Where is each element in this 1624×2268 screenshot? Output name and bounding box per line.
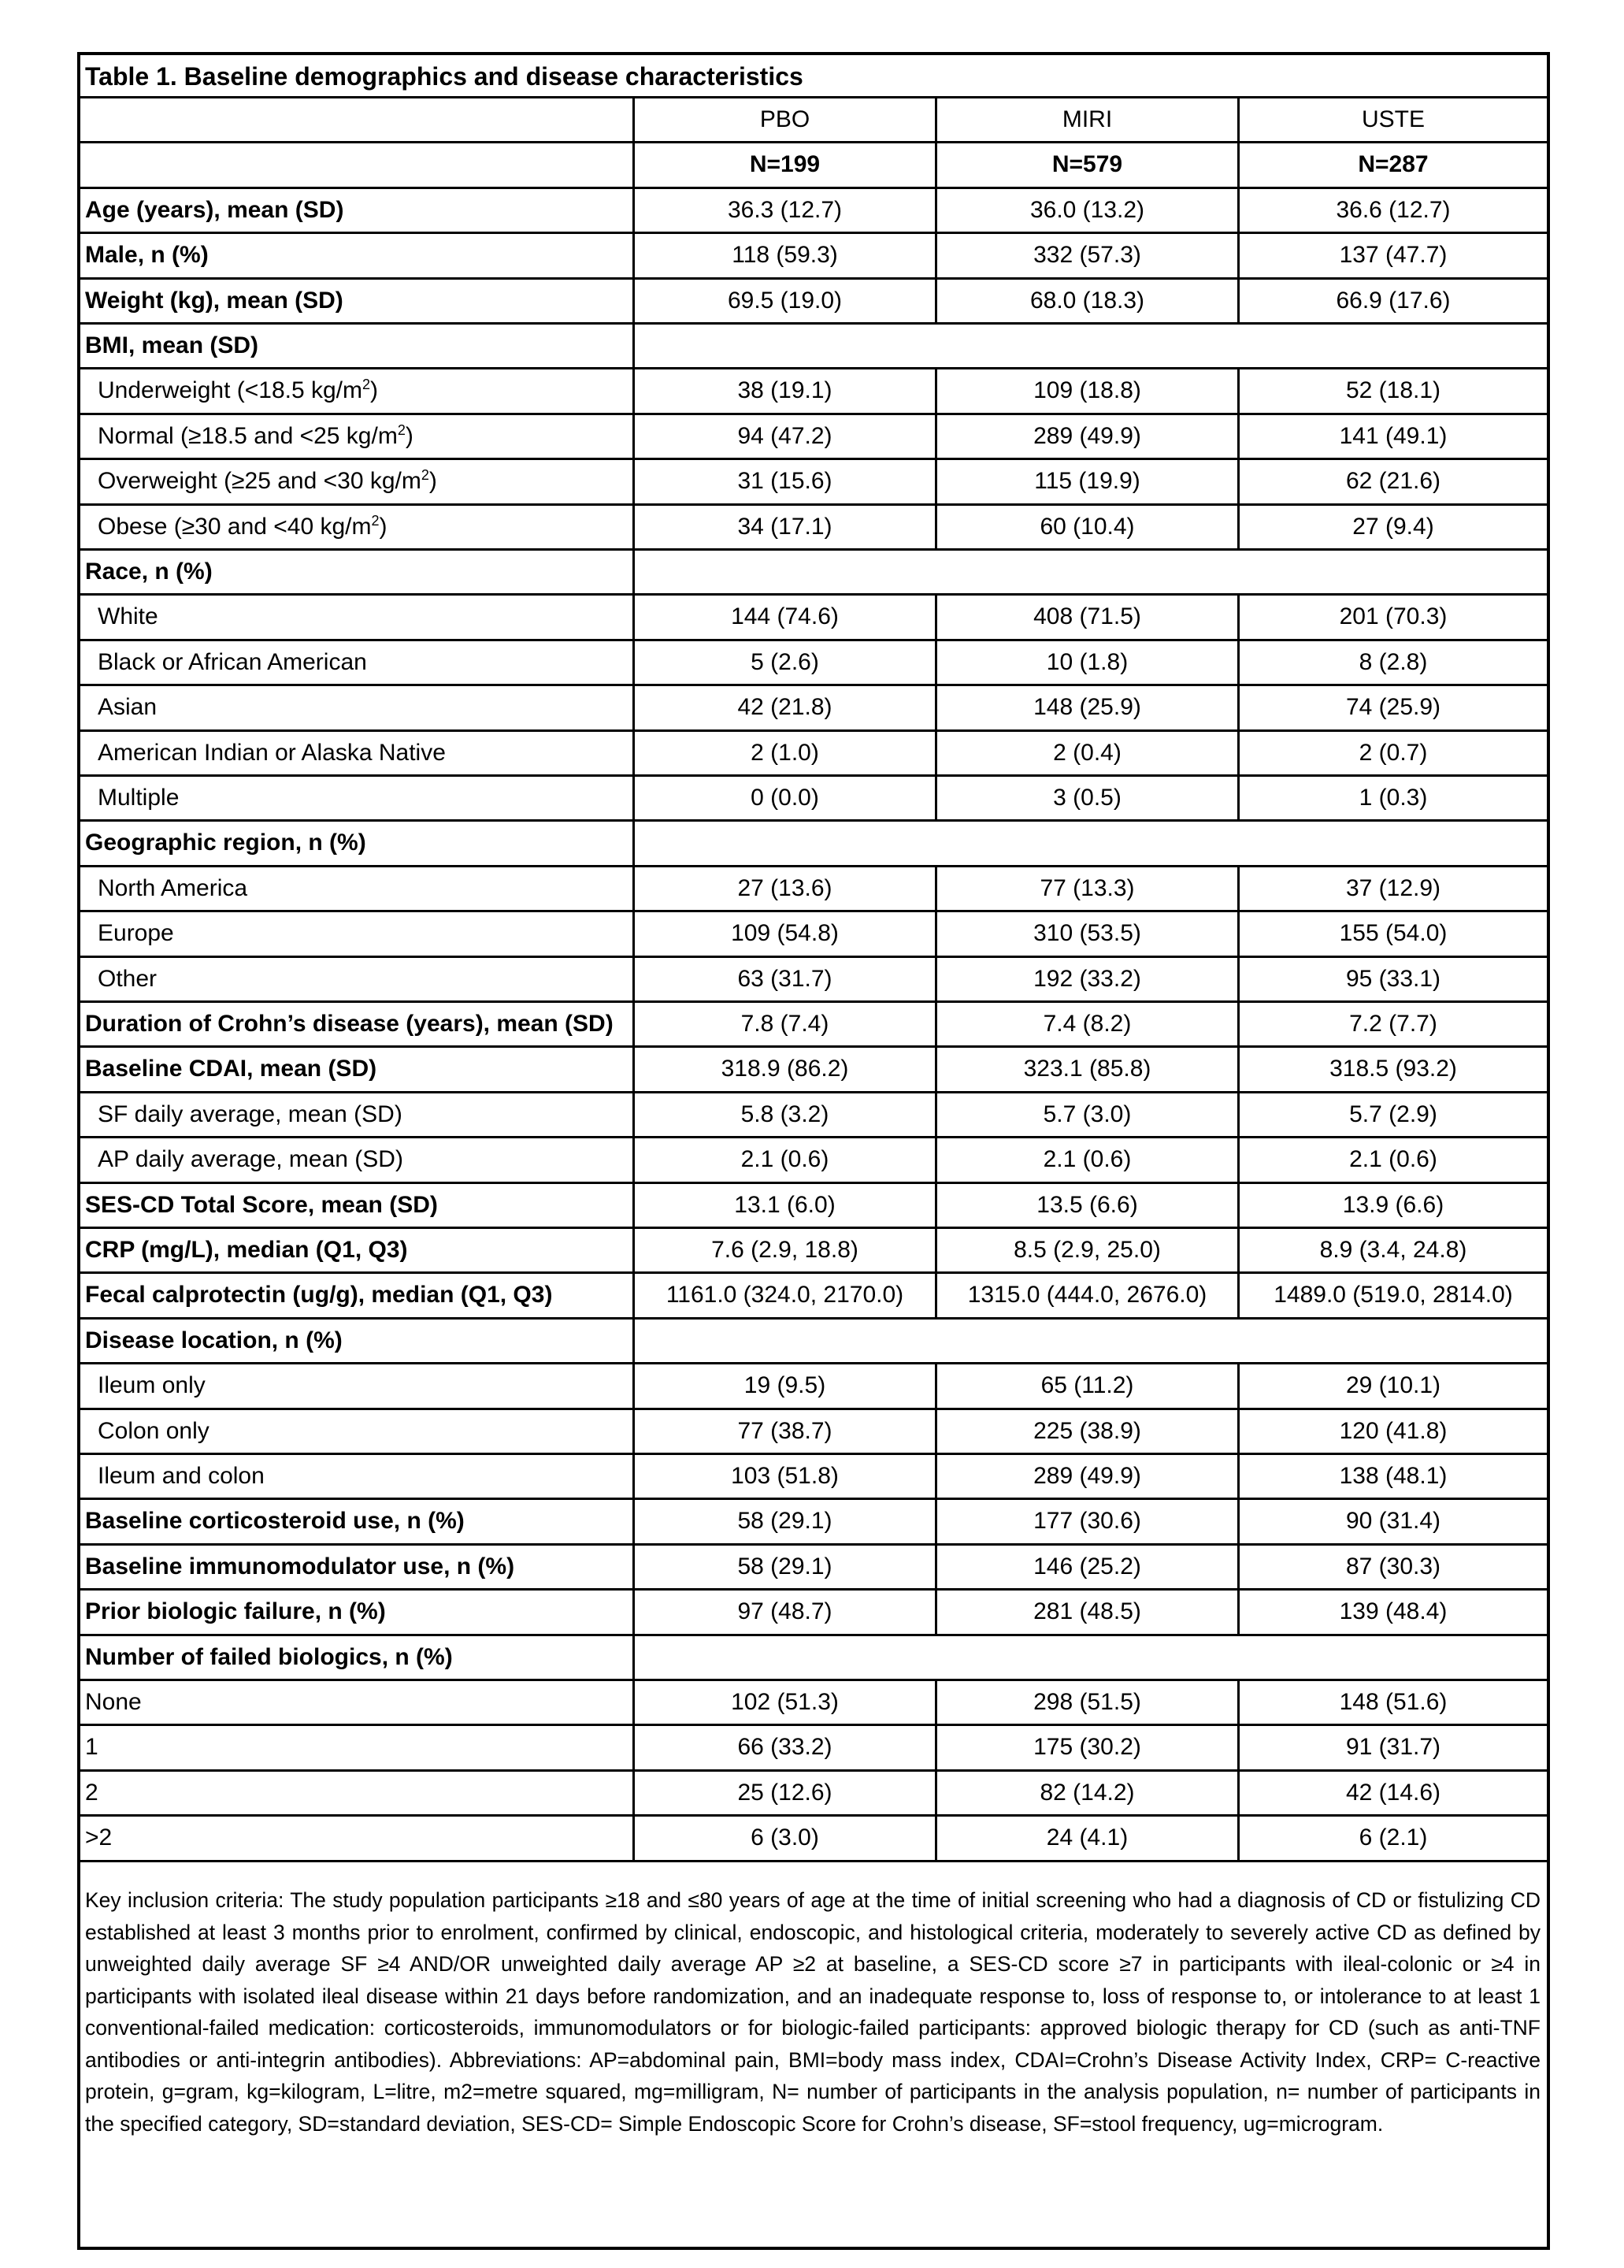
table-cell: 310 (53.5) xyxy=(937,912,1240,957)
table-cell: 289 (49.9) xyxy=(937,415,1240,460)
table-row xyxy=(80,1817,1547,1862)
table-cell: 36.6 (12.7) xyxy=(1240,189,1547,234)
table-cell: 2.1 (0.6) xyxy=(937,1138,1240,1183)
row-label xyxy=(80,822,635,867)
row-label-text: Underweight (<18.5 kg/m xyxy=(98,377,363,404)
table-row xyxy=(80,1048,1547,1093)
table-row xyxy=(80,1500,1547,1545)
row-label xyxy=(80,280,635,325)
row-label-text: Fecal calprotectin (ug/g), median (Q1, Q3) xyxy=(85,1282,553,1308)
row-label-text: Number of failed biologics, n (%) xyxy=(85,1643,453,1670)
table-cell: 27 (9.4) xyxy=(1240,506,1547,551)
row-label-text: Baseline CDAI, mean (SD) xyxy=(85,1056,377,1082)
row-label xyxy=(80,732,635,777)
header-row xyxy=(80,98,1547,143)
table-cell: 1 (0.3) xyxy=(1240,777,1547,822)
column-header: USTE xyxy=(1240,98,1547,143)
table-cell: 298 (51.5) xyxy=(937,1681,1240,1726)
table-row xyxy=(80,1772,1547,1817)
table-cell: 82 (14.2) xyxy=(937,1772,1240,1817)
table-cell: 37 (12.9) xyxy=(1240,867,1547,912)
table-cell: 77 (13.3) xyxy=(937,867,1240,912)
row-label-text: Age (years), mean (SD) xyxy=(85,196,344,223)
row-label-text: Prior biologic failure, n (%) xyxy=(85,1598,386,1625)
row-label-text: SES-CD Total Score, mean (SD) xyxy=(85,1191,438,1218)
row-label-text: Ileum only xyxy=(98,1372,206,1399)
table-cell: 91 (31.7) xyxy=(1240,1726,1547,1771)
table-cell: 323.1 (85.8) xyxy=(937,1048,1240,1093)
table-cell: 201 (70.3) xyxy=(1240,596,1547,640)
table-cell: 7.2 (7.7) xyxy=(1240,1003,1547,1048)
row-label-text: Duration of Crohn’s disease (years), mean (SD) xyxy=(85,1011,614,1037)
table-cell: 332 (57.3) xyxy=(937,234,1240,279)
table-row xyxy=(80,958,1547,1003)
table-row xyxy=(80,1726,1547,1771)
table-row xyxy=(80,1546,1547,1591)
row-label-suffix: ) xyxy=(370,377,379,404)
table-cell: 8.9 (3.4, 24.8) xyxy=(1240,1229,1547,1274)
table-cell: 148 (25.9) xyxy=(937,686,1240,731)
table-cell: 29 (10.1) xyxy=(1240,1364,1547,1409)
table-cell: 13.5 (6.6) xyxy=(937,1184,1240,1229)
table-cell: 5.8 (3.2) xyxy=(635,1093,937,1138)
table-cell: 225 (38.9) xyxy=(937,1410,1240,1455)
table-cell: 2 (0.4) xyxy=(937,732,1240,777)
table-row xyxy=(80,912,1547,957)
table-cell: 146 (25.2) xyxy=(937,1546,1240,1591)
table-row xyxy=(80,867,1547,912)
table-row xyxy=(80,234,1547,279)
column-header: PBO xyxy=(635,98,937,143)
table-cell: 2 (0.7) xyxy=(1240,732,1547,777)
column-n: N=287 xyxy=(1240,143,1547,188)
row-label xyxy=(80,325,635,369)
row-label-text: Baseline immunomodulator use, n (%) xyxy=(85,1553,515,1579)
row-label xyxy=(80,1546,635,1591)
section-spacer xyxy=(635,1320,1547,1364)
row-label-text: Baseline corticosteroid use, n (%) xyxy=(85,1508,465,1535)
table-cell: 66 (33.2) xyxy=(635,1726,937,1771)
table-cell: 42 (21.8) xyxy=(635,686,937,731)
table-cell: 87 (30.3) xyxy=(1240,1546,1547,1591)
row-label xyxy=(80,1003,635,1048)
row-label xyxy=(80,686,635,731)
row-label-text: Weight (kg), mean (SD) xyxy=(85,287,343,314)
header-n-row xyxy=(80,143,1547,188)
row-label-text: None xyxy=(85,1689,142,1715)
table-cell: 137 (47.7) xyxy=(1240,234,1547,279)
row-label xyxy=(80,1591,635,1635)
table-cell: 281 (48.5) xyxy=(937,1591,1240,1635)
row-label xyxy=(80,1455,635,1500)
table-footnote: Key inclusion criteria: The study population participants ≥18 and ≤80 years of age at the time of initial screening who had a diagnosis of CD or fistulizing CD established at least 3 months prior to enrolment, confirmed by clinical, endoscopic, and histological criteria, moderately to severely active CD as defined by unweighted daily average SF ≥4 AND/OR unweighted daily average AP ≥2 at baseline, a SES-CD score ≥7 in participants with ileal-colonic or ≥4 in participants with isolated ileal disease within 21 days before randomization, and an inadequate response to, loss of response to, or intolerance to at least 1 conventional-failed medication: corticosteroids, immunomodulators or for biologic-failed participants: approved biologic therapy for CD (such as anti-TNF antibodies or anti-integrin antibodies). Abbreviations: AP=abdominal pain, BMI=body mass index, CDAI=Crohn’s Disease Activity Index, CRP= C-reactive protein, g=gram, kg=kilogram, L=litre, m2=metre squared, mg=milligram, N= number of participants in the analysis population, n= number of participants in the specified category, SD=standard deviation, SES-CD= Simple Endoscopic Score for Crohn’s disease, SF=stool frequency, ug=microgram. xyxy=(85,1888,1541,2136)
row-label xyxy=(80,1500,635,1545)
table-cell: 8.5 (2.9, 25.0) xyxy=(937,1229,1240,1274)
table-cell: 1161.0 (324.0, 2170.0) xyxy=(635,1274,937,1319)
row-label-suffix: ) xyxy=(428,468,437,495)
table-cell: 109 (54.8) xyxy=(635,912,937,957)
table-cell: 5 (2.6) xyxy=(635,641,937,686)
table-cell: 5.7 (3.0) xyxy=(937,1093,1240,1138)
row-label xyxy=(80,189,635,234)
table-cell: 120 (41.8) xyxy=(1240,1410,1547,1455)
table-cell: 38 (19.1) xyxy=(635,369,937,414)
demographics-table xyxy=(77,52,1550,2250)
table-cell: 3 (0.5) xyxy=(937,777,1240,822)
table-cell: 115 (19.9) xyxy=(937,460,1240,505)
row-label-text: Other xyxy=(98,965,158,992)
row-label xyxy=(80,1320,635,1364)
table-cell: 318.9 (86.2) xyxy=(635,1048,937,1093)
row-label xyxy=(80,867,635,912)
table-row xyxy=(80,1591,1547,1635)
table-cell: 6 (3.0) xyxy=(635,1817,937,1862)
row-label xyxy=(80,1681,635,1726)
table-cell: 118 (59.3) xyxy=(635,234,937,279)
row-label-suffix: ) xyxy=(405,422,413,449)
row-label-text: >2 xyxy=(85,1824,113,1851)
table-cell: 2.1 (0.6) xyxy=(635,1138,937,1183)
table-cell: 65 (11.2) xyxy=(937,1364,1240,1409)
row-label-text: Asian xyxy=(98,694,158,721)
row-label-text: Ileum and colon xyxy=(98,1463,265,1489)
column-n: N=199 xyxy=(635,143,937,188)
table-row xyxy=(80,460,1547,505)
table-cell: 0 (0.0) xyxy=(635,777,937,822)
table-cell: 97 (48.7) xyxy=(635,1591,937,1635)
table-row xyxy=(80,506,1547,551)
table-row xyxy=(80,1364,1547,1409)
table-cell: 318.5 (93.2) xyxy=(1240,1048,1547,1093)
table-cell: 68.0 (18.3) xyxy=(937,280,1240,325)
row-label-text: Disease location, n (%) xyxy=(85,1327,343,1353)
row-label xyxy=(80,1138,635,1183)
table-cell: 1315.0 (444.0, 2676.0) xyxy=(937,1274,1240,1319)
table-row xyxy=(80,1184,1547,1229)
table-cell: 2.1 (0.6) xyxy=(1240,1138,1547,1183)
row-label-text: Europe xyxy=(98,920,174,947)
row-label xyxy=(80,1184,635,1229)
table-row xyxy=(80,732,1547,777)
table-cell: 175 (30.2) xyxy=(937,1726,1240,1771)
row-label xyxy=(80,1274,635,1319)
table-cell: 5.7 (2.9) xyxy=(1240,1093,1547,1138)
row-label xyxy=(80,777,635,822)
table-cell: 103 (51.8) xyxy=(635,1455,937,1500)
table-row xyxy=(80,415,1547,460)
row-label-text: Male, n (%) xyxy=(85,242,209,269)
row-label-text: Obese (≥30 and <40 kg/m xyxy=(98,513,372,540)
table-cell: 192 (33.2) xyxy=(937,958,1240,1003)
table-cell: 109 (18.8) xyxy=(937,369,1240,414)
row-label-text: North America xyxy=(98,874,248,901)
table-cell: 27 (13.6) xyxy=(635,867,937,912)
row-label xyxy=(80,1410,635,1455)
table-row xyxy=(80,189,1547,234)
row-label-text: AP daily average, mean (SD) xyxy=(98,1146,403,1173)
row-label xyxy=(80,551,635,596)
table-row xyxy=(80,1681,1547,1726)
table-cell: 52 (18.1) xyxy=(1240,369,1547,414)
table-cell: 94 (47.2) xyxy=(635,415,937,460)
section-spacer xyxy=(635,325,1547,369)
table-row xyxy=(80,1093,1547,1138)
table-cell: 95 (33.1) xyxy=(1240,958,1547,1003)
row-label-text: 2 xyxy=(85,1779,98,1806)
section-row xyxy=(80,822,1547,867)
row-label xyxy=(80,369,635,414)
table-cell: 58 (29.1) xyxy=(635,1546,937,1591)
table-cell: 138 (48.1) xyxy=(1240,1455,1547,1500)
row-label-text: Overweight (≥25 and <30 kg/m xyxy=(98,468,421,495)
table-cell: 141 (49.1) xyxy=(1240,415,1547,460)
table-row xyxy=(80,686,1547,731)
row-label-text: Race, n (%) xyxy=(85,559,213,585)
table-cell: 34 (17.1) xyxy=(635,506,937,551)
superscript: 2 xyxy=(421,467,429,484)
table-row xyxy=(80,1003,1547,1048)
table-cell: 148 (51.6) xyxy=(1240,1681,1547,1726)
row-label-text: BMI, mean (SD) xyxy=(85,332,259,358)
table-cell: 69.5 (19.0) xyxy=(635,280,937,325)
row-label xyxy=(80,1726,635,1771)
table-cell: 58 (29.1) xyxy=(635,1500,937,1545)
section-row xyxy=(80,1636,1547,1681)
row-label-text: Multiple xyxy=(98,785,180,811)
row-label xyxy=(80,596,635,640)
row-label-text: SF daily average, mean (SD) xyxy=(98,1101,402,1127)
table-cell: 19 (9.5) xyxy=(635,1364,937,1409)
table-cell: 1489.0 (519.0, 2814.0) xyxy=(1240,1274,1547,1319)
row-label xyxy=(80,1093,635,1138)
row-label xyxy=(80,234,635,279)
table-cell: 2 (1.0) xyxy=(635,732,937,777)
table-cell: 144 (74.6) xyxy=(635,596,937,640)
table-row xyxy=(80,596,1547,640)
superscript: 2 xyxy=(397,421,406,438)
table-cell: 31 (15.6) xyxy=(635,460,937,505)
column-header: MIRI xyxy=(937,98,1240,143)
row-label xyxy=(80,1048,635,1093)
table-row xyxy=(80,777,1547,822)
table-cell: 42 (14.6) xyxy=(1240,1772,1547,1817)
table-cell: 13.9 (6.6) xyxy=(1240,1184,1547,1229)
row-label xyxy=(80,1229,635,1274)
section-spacer xyxy=(635,822,1547,867)
table-row xyxy=(80,1229,1547,1274)
row-label xyxy=(80,415,635,460)
table-row xyxy=(80,280,1547,325)
section-spacer xyxy=(635,1636,1547,1681)
section-spacer xyxy=(635,551,1547,596)
table-cell: 10 (1.8) xyxy=(937,641,1240,686)
table-cell: 7.8 (7.4) xyxy=(635,1003,937,1048)
table-cell: 6 (2.1) xyxy=(1240,1817,1547,1862)
row-label-text: Colon only xyxy=(98,1417,209,1444)
header-corner xyxy=(80,143,635,188)
table-cell: 177 (30.6) xyxy=(937,1500,1240,1545)
table-row xyxy=(80,1138,1547,1183)
table-cell: 62 (21.6) xyxy=(1240,460,1547,505)
table-cell: 36.3 (12.7) xyxy=(635,189,937,234)
row-label-suffix: ) xyxy=(379,513,387,540)
row-label xyxy=(80,1636,635,1681)
table-cell: 155 (54.0) xyxy=(1240,912,1547,957)
table-cell: 25 (12.6) xyxy=(635,1772,937,1817)
section-row xyxy=(80,551,1547,596)
table-cell: 7.6 (2.9, 18.8) xyxy=(635,1229,937,1274)
row-label-text: Geographic region, n (%) xyxy=(85,830,366,856)
row-label-text: 1 xyxy=(85,1734,98,1761)
table-cell: 8 (2.8) xyxy=(1240,641,1547,686)
table-cell: 7.4 (8.2) xyxy=(937,1003,1240,1048)
table-cell: 36.0 (13.2) xyxy=(937,189,1240,234)
row-label-text: Black or African American xyxy=(98,648,367,675)
table-row xyxy=(80,641,1547,686)
table-cell: 13.1 (6.0) xyxy=(635,1184,937,1229)
table-cell: 63 (31.7) xyxy=(635,958,937,1003)
header-corner xyxy=(80,98,635,143)
table-row xyxy=(80,1274,1547,1319)
row-label xyxy=(80,1817,635,1862)
table-row xyxy=(80,1410,1547,1455)
table-cell: 90 (31.4) xyxy=(1240,1500,1547,1545)
row-label-text: CRP (mg/L), median (Q1, Q3) xyxy=(85,1237,408,1263)
table-cell: 289 (49.9) xyxy=(937,1455,1240,1500)
row-label xyxy=(80,958,635,1003)
row-label xyxy=(80,1772,635,1817)
row-label xyxy=(80,912,635,957)
row-label-text: American Indian or Alaska Native xyxy=(98,739,446,766)
row-label xyxy=(80,506,635,551)
table-cell: 66.9 (17.6) xyxy=(1240,280,1547,325)
superscript: 2 xyxy=(371,512,380,529)
section-row xyxy=(80,1320,1547,1364)
row-label xyxy=(80,641,635,686)
table-cell: 24 (4.1) xyxy=(937,1817,1240,1862)
table-cell: 60 (10.4) xyxy=(937,506,1240,551)
column-n: N=579 xyxy=(937,143,1240,188)
table-cell: 139 (48.4) xyxy=(1240,1591,1547,1635)
table-row xyxy=(80,369,1547,414)
row-label xyxy=(80,1364,635,1409)
table-title: Table 1. Baseline demographics and disease characteristics xyxy=(80,55,1547,98)
row-label xyxy=(80,460,635,505)
table-cell: 77 (38.7) xyxy=(635,1410,937,1455)
row-label-text: Normal (≥18.5 and <25 kg/m xyxy=(98,422,398,449)
superscript: 2 xyxy=(362,377,371,393)
table-cell: 102 (51.3) xyxy=(635,1681,937,1726)
table-cell: 408 (71.5) xyxy=(937,596,1240,640)
table-row xyxy=(80,1455,1547,1500)
row-label-text: White xyxy=(98,603,158,630)
section-row xyxy=(80,325,1547,369)
table-cell: 74 (25.9) xyxy=(1240,686,1547,731)
